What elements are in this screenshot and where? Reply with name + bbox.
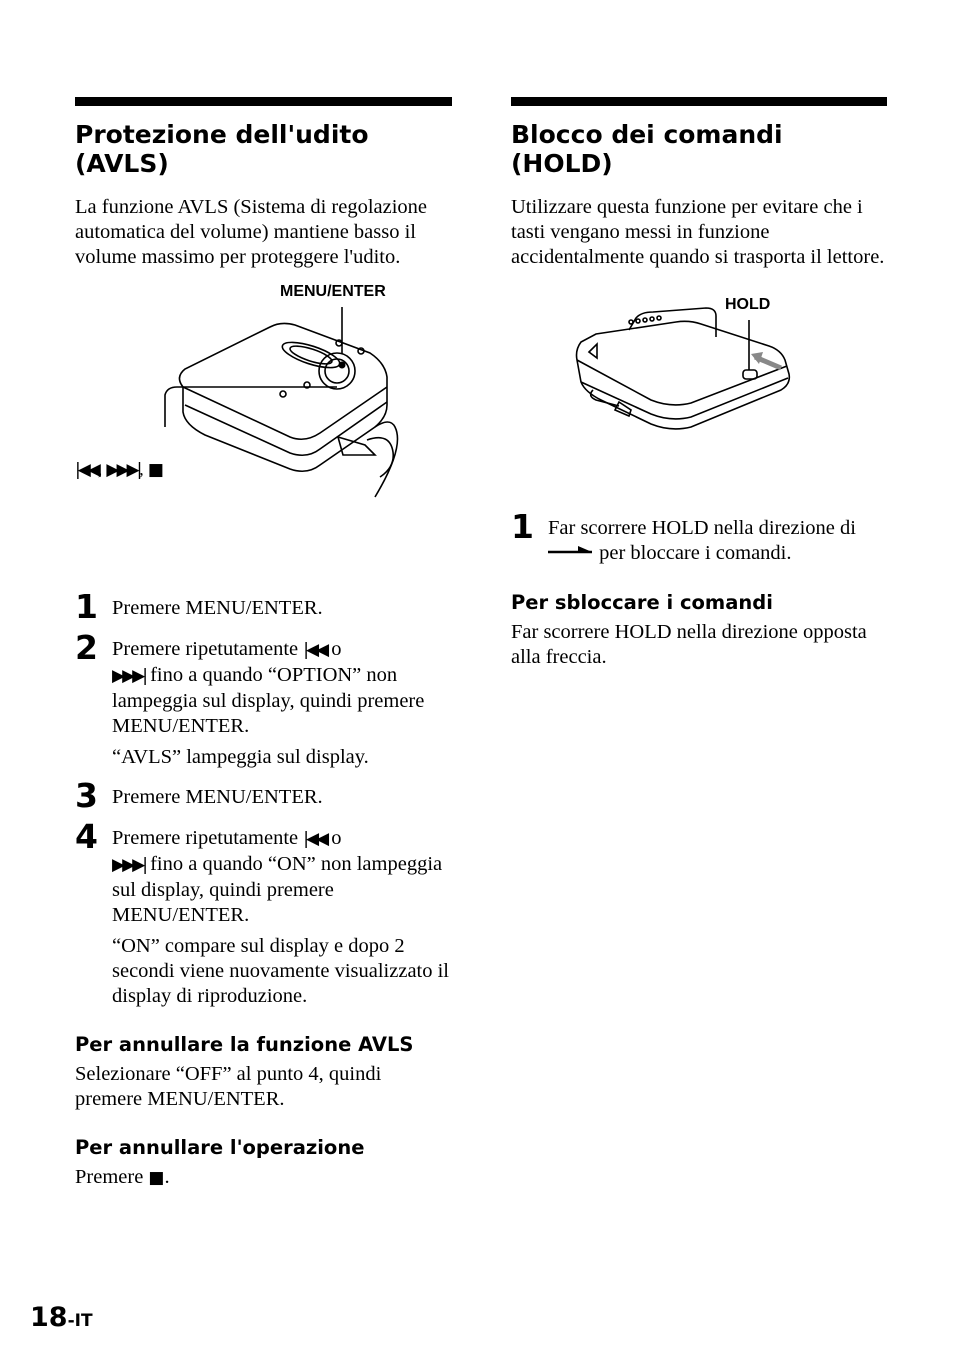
step-3	[75, 776, 452, 815]
section-rule	[75, 97, 452, 106]
step-number: 3	[75, 776, 98, 815]
previous-track-icon: |◀◀	[75, 460, 98, 480]
cancel-avls-section	[75, 1033, 452, 1112]
cancel-operation-heading: Per annullare l'operazione	[75, 1136, 365, 1159]
cancel-operation-text: Premere ■.	[75, 1166, 170, 1188]
section-rule	[511, 97, 887, 106]
step-1	[75, 587, 452, 626]
right-column	[511, 97, 887, 670]
play-next-track-icon: ▶▶▶|	[106, 460, 140, 480]
stop-icon: ■	[147, 460, 164, 480]
section-title-hold: Blocco dei comandi (HOLD)	[511, 120, 783, 178]
menu-enter-label: MENU/ENTER	[280, 283, 386, 300]
unlock-section	[511, 591, 887, 670]
player-figure	[75, 277, 452, 539]
md-player-side-illustration	[511, 282, 887, 492]
step-2: 2 Premere ripetutamente |◀◀ o ▶▶▶| fino a quando “OPTION” non lampeggia sul display, quindi premere MENU/ENTER.	[75, 628, 425, 737]
hold-steps	[511, 507, 887, 566]
hold-figure	[511, 282, 887, 492]
left-column	[75, 97, 452, 1191]
cancel-avls-heading: Per annullare la funzione AVLS	[75, 1033, 414, 1056]
play-next-track-icon: ▶▶▶|	[112, 855, 145, 875]
step-number: 4	[75, 817, 98, 856]
arrow-right-icon	[548, 537, 594, 547]
step-number: 1	[511, 507, 534, 546]
cancel-operation-section	[75, 1136, 452, 1191]
button-labels: |◀◀, ▶▶▶|, ■	[75, 460, 164, 480]
step-text: Premere MENU/ENTER.	[112, 597, 323, 619]
cancel-avls-text: Selezionare “OFF” al punto 4, quindi premere MENU/ENTER.	[75, 1063, 382, 1110]
step-number: 2	[75, 628, 98, 667]
steps-list	[75, 587, 452, 1009]
md-player-illustration	[75, 277, 452, 539]
unlock-text: Far scorrere HOLD nella direzione opposta alla freccia.	[511, 621, 867, 668]
step-text: Premere MENU/ENTER.	[112, 786, 323, 808]
play-next-track-icon: ▶▶▶|	[112, 666, 145, 686]
stop-icon: ■	[148, 1168, 165, 1188]
step-note: “AVLS” lampeggia sul display.	[112, 746, 369, 768]
hold-label: HOLD	[725, 296, 771, 313]
step-1: 1 Far scorrere HOLD nella direzione di per bloccare i comandi.	[511, 507, 856, 564]
previous-track-icon: |◀◀	[303, 829, 327, 849]
unlock-heading: Per sbloccare i comandi	[511, 591, 773, 614]
page-number: 18-IT	[30, 1302, 93, 1333]
intro-text: Utilizzare questa funzione per evitare che i tasti vengano messi in funzione accidentalmente quando si trasporta il lettore.	[511, 196, 885, 268]
section-title-avls: Protezione dell'udito (AVLS)	[75, 120, 369, 178]
step-4: 4 Premere ripetutamente |◀◀ o ▶▶▶| fino a quando “ON” non lampeggia sul display, quindi premere MENU/ENTER.	[75, 817, 443, 926]
previous-track-icon: |◀◀	[303, 640, 327, 660]
intro-text: La funzione AVLS (Sistema di regolazione automatica del volume) mantiene basso il volume massimo per proteggere l'udito.	[75, 196, 428, 268]
step-number: 1	[75, 587, 98, 626]
step-note: “ON” compare sul display e dopo 2 secondi viene nuovamente visualizzato il display di riproduzione.	[112, 935, 449, 1007]
